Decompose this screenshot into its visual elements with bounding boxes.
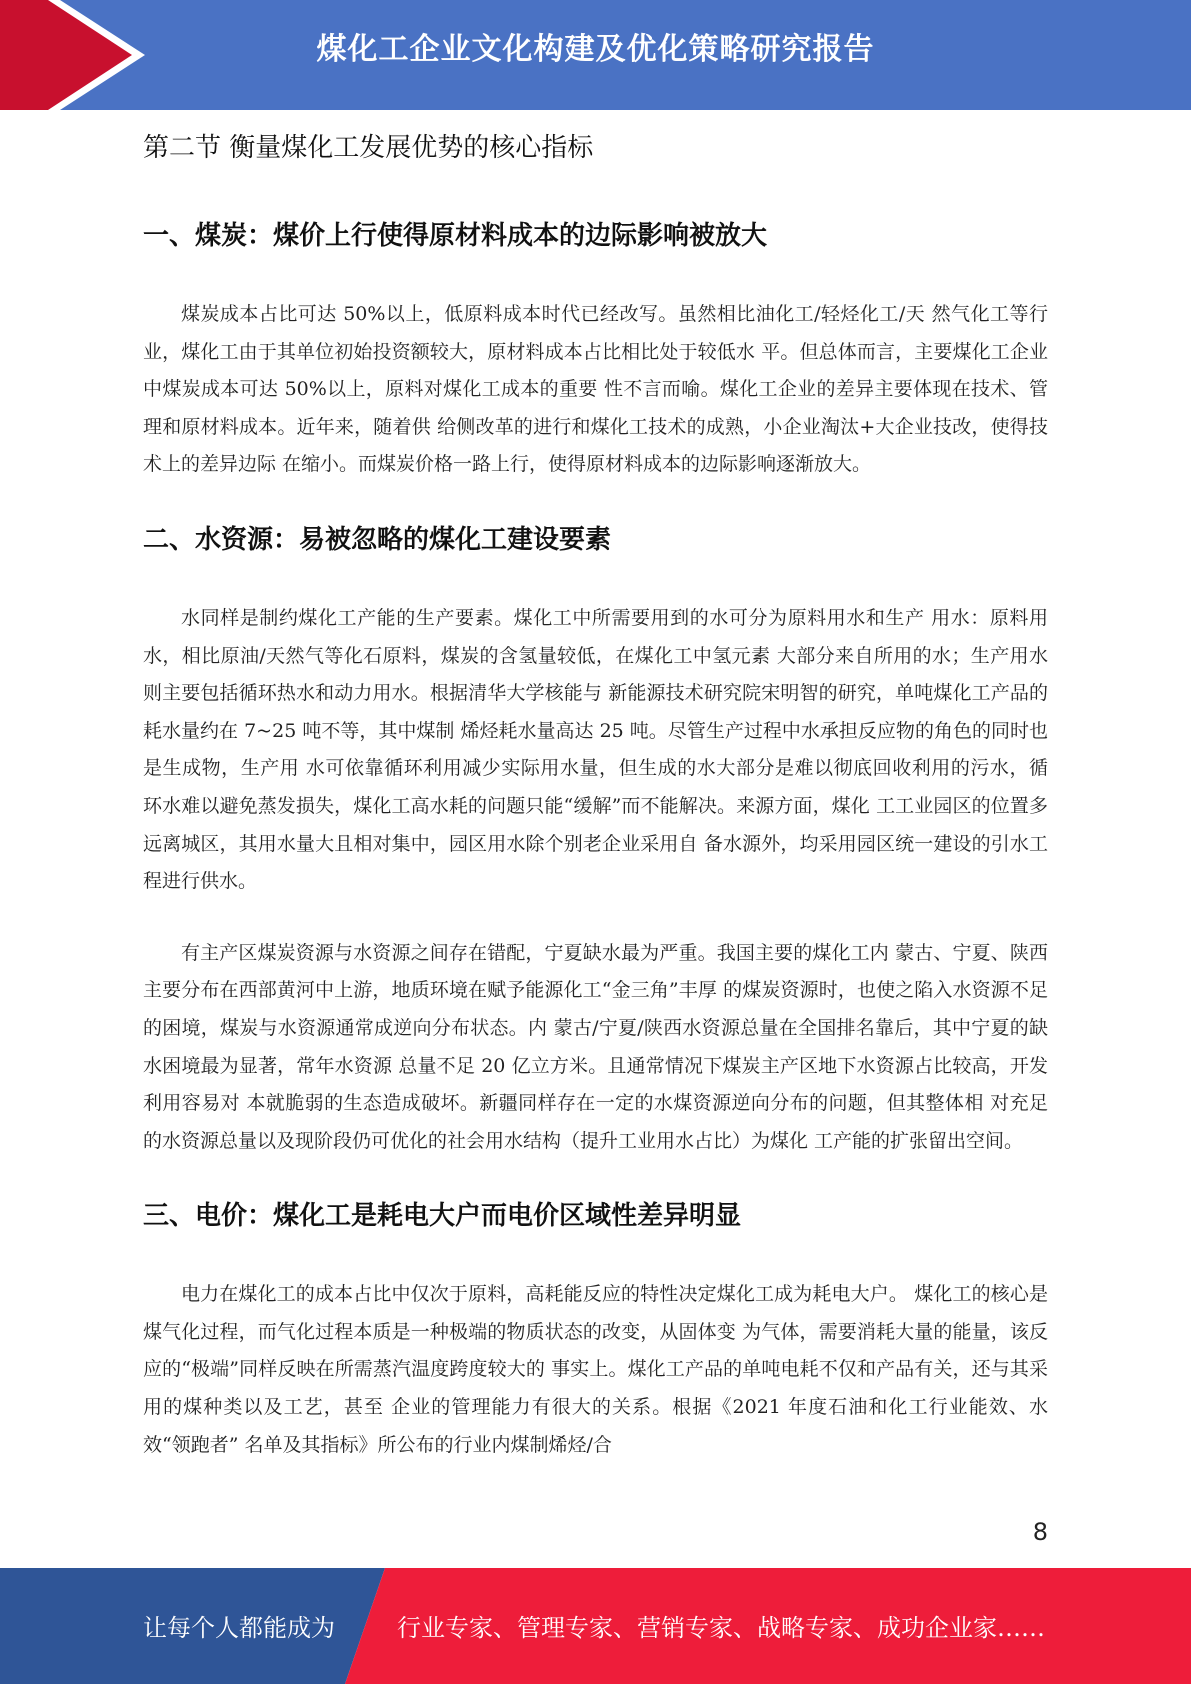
paragraph-coal: 煤炭成本占比可达 50%以上，低原料成本时代已经改写。虽然相比油化工/轻烃化工/天 然气化工等行业，煤化工由于其单位初始投资额较大，原材料成本占比相比处于较低水 平。但总体而言，主要煤化工企业中煤炭成本可达 50%以上，原料对煤化工成本的重要 性不言而喻。煤化工企业的差异主要体现在技术、管理和原材料成本。近年来，随着供 给侧改革的进行和煤化工技术的成熟，小企业淘汰+大企业技改，使得技术上的差异边际 在缩小。而煤炭价格一路上行，使得原材料成本的边际影响逐渐放大。 <box>143 303 1048 476</box>
paragraph-water-2: 有主产区煤炭资源与水资源之间存在错配，宁夏缺水最为严重。我国主要的煤化工内 蒙古、宁夏、陕西主要分布在西部黄河中上游，地质环境在赋予能源化工“金三角”丰厚 的煤炭资源时，也使之陷入水资源不足的困境，煤炭与水资源通常成逆向分布状态。内 蒙古/宁夏/陕西水资源总量在全国排名靠后，其中宁夏的缺水困境最为显著，常年水资源 总量不足 20 亿立方米。且通常情况下煤炭主产区地下水资源占比较高，开发利用容易对 本就脆弱的生态造成破坏。新疆同样存在一定的水煤资源逆向分布的问题，但其整体相 对充足的水资源总量以及现阶段仍可优化的社会用水结构（提升工业用水占比）为煤化 工产能的扩张留出空间。 <box>143 941 1048 1152</box>
page-footer <box>0 1568 1191 1684</box>
footer-slogan-left: 让每个人都能成为 <box>143 1614 335 1642</box>
paragraph-electricity: 电力在煤化工的成本占比中仅次于原料，高耗能反应的特性决定煤化工成为耗电大户。 煤化工的核心是煤气化过程，而气化过程本质是一种极端的物质状态的改变，从固体变 为气体，需要消耗大量的能量，该反应的“极端”同样反映在所需蒸汽温度跨度较大的 事实上。煤化工产品的单吨电耗不仅和产品有关，还与其采用的煤种类以及工艺，甚至 企业的管理能力有很大的关系。根据《2021 年度石油和化工行业能效、水效“领跑者” 名单及其指标》所公布的行业内煤制烯烃/合 <box>143 1283 1048 1456</box>
page-number: 8 <box>1032 1518 1048 1546</box>
chevron-arrow-icon <box>0 0 160 110</box>
page-header <box>0 0 1191 110</box>
report-title: 煤化工企业文化构建及优化策略研究报告 <box>316 32 875 67</box>
section-title: 第二节 衡量煤化工发展优势的核心指标 <box>143 133 594 163</box>
subsection-heading-coal: 一、煤炭：煤价上行使得原材料成本的边际影响被放大 <box>143 221 768 251</box>
subsection-heading-electricity: 三、电价：煤化工是耗电大户而电价区域性差异明显 <box>143 1201 742 1232</box>
subsection-heading-water: 二、水资源：易被忽略的煤化工建设要素 <box>143 524 612 555</box>
main-content <box>143 128 1048 1500</box>
paragraph-water-1: 水同样是制约煤化工产能的生产要素。煤化工中所需要用到的水可分为原料用水和生产 用水：原料用水，相比原油/天然气等化石原料，煤炭的含氢量较低，在煤化工中氢元素 大部分来自所用的水；生产用水则主要包括循环热水和动力用水。根据清华大学核能与 新能源技术研究院宋明智的研究，单吨煤化工产品的耗水量约在 7~25 吨不等，其中煤制 烯烃耗水量高达 25 吨。尽管生产过程中水承担反应物的角色的同时也是生成物，生产用 水可依靠循环利用减少实际用水量，但生成的水大部分是难以彻底回收利用的污水，循 环水难以避免蒸发损失，煤化工高水耗的问题只能“缓解”而不能解决。来源方面，煤化 工工业园区的位置多远离城区，其用水量大且相对集中，园区用水除个别老企业采用自 备水源外，均采用园区统一建设的引水工程进行供水。 <box>143 606 1048 893</box>
footer-slogan-right: 行业专家、管理专家、营销专家、战略专家、成功企业家…… <box>397 1614 1045 1642</box>
